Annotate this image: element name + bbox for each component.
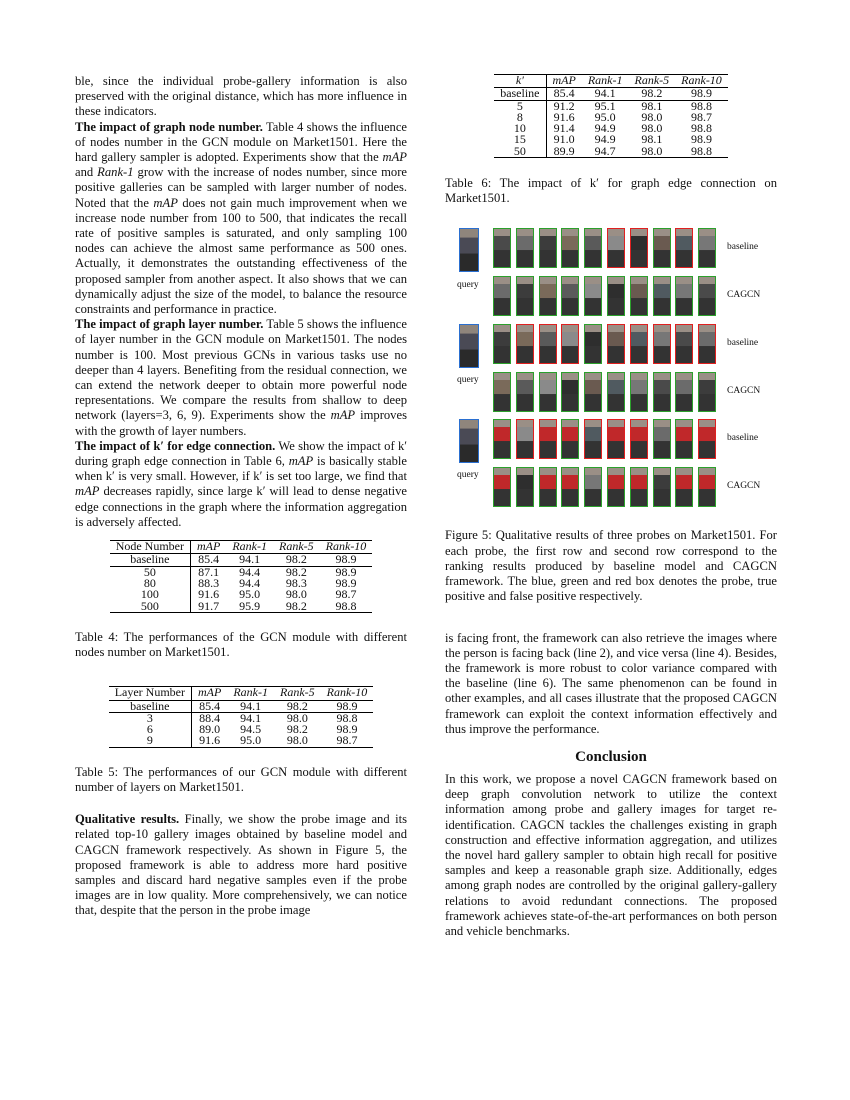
section-k-edge: The impact of k′ for edge connection. We show the impact of k′ during graph edge connection in Table 6, mAP is basically stable when k′ is very small. However, if k′ is set too large, we find that mAP decreases rapidly, since large k′ will lead to dense negative edge connections in the graph where the information aggregation is adversely affected. bbox=[75, 438, 408, 529]
true-positive-thumbnail bbox=[539, 228, 557, 268]
section-head: Qualitative results. bbox=[75, 812, 180, 827]
true-positive-thumbnail bbox=[653, 419, 671, 459]
table-4-caption: Table 4: The performances of the GCN module with different nodes number on Market1501. bbox=[75, 629, 407, 660]
false-positive-thumbnail bbox=[698, 324, 716, 364]
table-row: baseline 85.4 94.1 98.2 98.9 bbox=[494, 88, 728, 100]
true-positive-thumbnail bbox=[561, 419, 579, 459]
probe-image bbox=[459, 228, 479, 272]
section-head: The impact of graph layer number. bbox=[75, 317, 264, 332]
true-positive-thumbnail bbox=[561, 467, 579, 507]
false-positive-thumbnail bbox=[516, 419, 534, 459]
true-positive-thumbnail bbox=[675, 372, 693, 412]
true-positive-thumbnail bbox=[493, 276, 511, 316]
table-row: 50 89.9 94.7 98.0 98.8 bbox=[494, 146, 728, 158]
section-head: The impact of k′ for edge connection. bbox=[75, 438, 276, 453]
probe-image bbox=[459, 419, 479, 463]
table-row: 3 88.4 94.1 98.0 98.8 bbox=[109, 712, 374, 724]
table-5 bbox=[109, 686, 374, 747]
true-positive-thumbnail bbox=[584, 372, 602, 412]
row-label: baseline bbox=[727, 242, 759, 253]
conclusion-paragraph: In this work, we propose a novel CAGCN framework based on deep graph convolution network to utilize the context information among probe and gallery images for target re-identification. CAGCN tackles the challenges existing in graph construction and effective information aggregation, and utilizes the novel hard gallery sampler to obtain high recall for positive samples and keep a reasonable graph size. Additionally, edges among graph nodes are controlled by the original gallery-gallery relations to avoid redundant connections. The proposed framework achieves state-of-the-art performances on both person and vehicle benchmarks. bbox=[445, 771, 777, 938]
section-node-number: The impact of graph node number. Table 4 shows the influence of nodes number in the GCN module on Market1501. Here the hard gallery sampler is adopted. Experiments show that the mAP and Rank-1 grow with the increase of nodes number, since more positive galleries can be sampled with larger number of nodes. Noted that the mAP does not gain much improvement when we increase node number from 100 to 500, that indicates the recall rate of positive samples is saturated, and only sampling 100 nodes can achieve the almost same performance as 500 ones. Actually, it demonstrates the outstanding effectiveness of the proposed sampler from another aspect. It also shows that we can dynamically adjust the size of the model, to balance the resource constraints and performance in practice. bbox=[75, 119, 408, 317]
true-positive-thumbnail bbox=[516, 467, 534, 507]
gallery-row bbox=[493, 467, 721, 509]
true-positive-thumbnail bbox=[584, 467, 602, 507]
true-positive-thumbnail bbox=[516, 228, 534, 268]
true-positive-thumbnail bbox=[584, 324, 602, 364]
query-label: query bbox=[457, 280, 479, 291]
true-positive-thumbnail bbox=[653, 372, 671, 412]
query-label: query bbox=[457, 375, 479, 386]
true-positive-thumbnail bbox=[516, 372, 534, 412]
table-row: 5 91.2 95.1 98.1 98.8 bbox=[494, 100, 728, 112]
true-positive-thumbnail bbox=[493, 419, 511, 459]
false-positive-thumbnail bbox=[630, 228, 648, 268]
true-positive-thumbnail bbox=[630, 467, 648, 507]
table-row: 8 91.6 95.0 98.0 98.7 bbox=[494, 112, 728, 123]
true-positive-thumbnail bbox=[653, 228, 671, 268]
false-positive-thumbnail bbox=[607, 419, 625, 459]
table-row: 50 87.1 94.4 98.2 98.9 bbox=[110, 566, 373, 578]
row-label: baseline bbox=[727, 338, 759, 349]
left-column bbox=[75, 74, 407, 919]
true-positive-thumbnail bbox=[675, 467, 693, 507]
gallery-row bbox=[493, 372, 721, 414]
true-positive-thumbnail bbox=[653, 467, 671, 507]
true-positive-thumbnail bbox=[630, 372, 648, 412]
false-positive-thumbnail bbox=[607, 324, 625, 364]
true-positive-thumbnail bbox=[675, 419, 693, 459]
figure-5 bbox=[445, 220, 777, 508]
true-positive-thumbnail bbox=[653, 276, 671, 316]
true-positive-thumbnail bbox=[493, 467, 511, 507]
false-positive-thumbnail bbox=[630, 419, 648, 459]
row-label: CAGCN bbox=[727, 290, 761, 301]
table-row: 80 88.3 94.4 98.3 98.9 bbox=[110, 578, 373, 589]
table-header: Rank-10 bbox=[321, 687, 374, 700]
false-positive-thumbnail bbox=[516, 324, 534, 364]
true-positive-thumbnail bbox=[698, 372, 716, 412]
section-title: Conclusion bbox=[575, 748, 647, 765]
table-row: baseline 85.4 94.1 98.2 98.9 bbox=[110, 554, 373, 566]
true-positive-thumbnail bbox=[698, 228, 716, 268]
false-positive-thumbnail bbox=[653, 324, 671, 364]
section-layer-number: The impact of graph layer number. Table 5 shows the influence of layer number in the GCN module on Market1501. The nodes number is 100. Most previous GCNs in various tasks use no deeper than 4 layers. Benefiting from the residual connection, we can extend the network deeper to obtain more powerful node representations. We compare the results from shallow to deep network (layers=3, 6, 9). Experiments show the mAP improves with the growth of layer numbers. bbox=[75, 317, 407, 438]
probe-image bbox=[459, 324, 479, 368]
table-header: Rank-1 bbox=[227, 687, 274, 700]
false-positive-thumbnail bbox=[584, 419, 602, 459]
right-column bbox=[445, 74, 777, 939]
table-header: mAP bbox=[192, 687, 228, 700]
table-row: 500 91.7 95.9 98.2 98.8 bbox=[110, 601, 373, 613]
table-header: Rank-5 bbox=[274, 687, 321, 700]
true-positive-thumbnail bbox=[607, 467, 625, 507]
true-positive-thumbnail bbox=[675, 276, 693, 316]
true-positive-thumbnail bbox=[698, 276, 716, 316]
table-5-caption: Table 5: The performances of our GCN module with different number of layers on Market1501. bbox=[75, 764, 407, 794]
gallery-row bbox=[493, 324, 721, 366]
true-positive-thumbnail bbox=[584, 276, 602, 316]
true-positive-thumbnail bbox=[561, 276, 579, 316]
table-row: baseline 85.4 94.1 98.2 98.9 bbox=[109, 700, 374, 712]
true-positive-thumbnail bbox=[539, 372, 557, 412]
table-header: Node Number bbox=[110, 541, 191, 554]
true-positive-thumbnail bbox=[539, 276, 557, 316]
true-positive-thumbnail bbox=[698, 467, 716, 507]
true-positive-thumbnail bbox=[561, 372, 579, 412]
table-header: k′ bbox=[494, 75, 546, 88]
false-positive-thumbnail bbox=[561, 324, 579, 364]
table-header: mAP bbox=[546, 75, 582, 88]
table-header: mAP bbox=[191, 541, 227, 554]
row-label: CAGCN bbox=[727, 386, 761, 397]
table-header: Rank-10 bbox=[320, 541, 373, 554]
table-6-caption: Table 6: The impact of k′ for graph edge connection on Market1501. bbox=[445, 176, 777, 206]
false-positive-thumbnail bbox=[539, 419, 557, 459]
section-qualitative: Qualitative results. Finally, we show the probe image and its related top-10 gallery images obtained by baseline model and CAGCN framework respectively. As shown in Figure 5, the proposed framework is able to address more hard positive samples and discard hard negative samples even if the probe images are in low quality. More comprehensively, we can notice that, despite that the person in the probe image bbox=[75, 812, 407, 918]
true-positive-thumbnail bbox=[607, 276, 625, 316]
table-6 bbox=[494, 74, 728, 158]
true-positive-thumbnail bbox=[493, 372, 511, 412]
table-4 bbox=[110, 540, 373, 613]
table-row: 15 91.0 94.9 98.1 98.9 bbox=[494, 134, 728, 145]
table-row: 100 91.6 95.0 98.0 98.7 bbox=[110, 589, 373, 600]
table-header: Layer Number bbox=[109, 687, 192, 700]
gallery-row bbox=[493, 228, 721, 270]
true-positive-thumbnail bbox=[516, 276, 534, 316]
false-positive-thumbnail bbox=[698, 419, 716, 459]
section-head: The impact of graph node number. bbox=[75, 119, 263, 134]
false-positive-thumbnail bbox=[539, 324, 557, 364]
gallery-row bbox=[493, 419, 721, 461]
table-row: 6 89.0 94.5 98.2 98.9 bbox=[109, 724, 374, 735]
table-header: Rank-10 bbox=[675, 75, 728, 88]
row-label: CAGCN bbox=[727, 481, 761, 492]
query-label: query bbox=[457, 470, 479, 481]
true-positive-thumbnail bbox=[584, 228, 602, 268]
table-header: Rank-1 bbox=[582, 75, 629, 88]
table-header: Rank-1 bbox=[226, 541, 273, 554]
figure-5-caption: Figure 5: Qualitative results of three probes on Market1501. For each probe, the first row and second row correspond to the ranking results produced by baseline model and CAGCN framework. The blue, green and red box denotes the probe, true positive and false positive respectively. bbox=[445, 528, 777, 604]
true-positive-thumbnail bbox=[493, 228, 511, 268]
false-positive-thumbnail bbox=[675, 228, 693, 268]
gallery-row bbox=[493, 276, 721, 318]
true-positive-thumbnail bbox=[493, 324, 511, 364]
paragraph-continuation: ble, since the individual probe-gallery information is also preserved with the original distance, which has more influence in these indicators. bbox=[75, 74, 407, 119]
table-row: 9 91.6 95.0 98.0 98.7 bbox=[109, 735, 374, 747]
paragraph-continuation: is facing front, the framework can also retrieve the images where the person is facing back (line 2), and vice versa (line 4). Besides, the framework is more robust to color variance compared with the baseline (line 6). The same phenomenon can be found in other examples, and all cases illustrate that the proposed CAGCN framework can exploit the context information effectively and thus improve the performance. bbox=[445, 630, 777, 736]
false-positive-thumbnail bbox=[607, 228, 625, 268]
false-positive-thumbnail bbox=[630, 324, 648, 364]
true-positive-thumbnail bbox=[539, 467, 557, 507]
row-label: baseline bbox=[727, 433, 759, 444]
true-positive-thumbnail bbox=[607, 372, 625, 412]
table-header: Rank-5 bbox=[629, 75, 676, 88]
true-positive-thumbnail bbox=[630, 276, 648, 316]
table-header: Rank-5 bbox=[273, 541, 320, 554]
table-row: 10 91.4 94.9 98.0 98.8 bbox=[494, 123, 728, 134]
true-positive-thumbnail bbox=[561, 228, 579, 268]
false-positive-thumbnail bbox=[675, 324, 693, 364]
